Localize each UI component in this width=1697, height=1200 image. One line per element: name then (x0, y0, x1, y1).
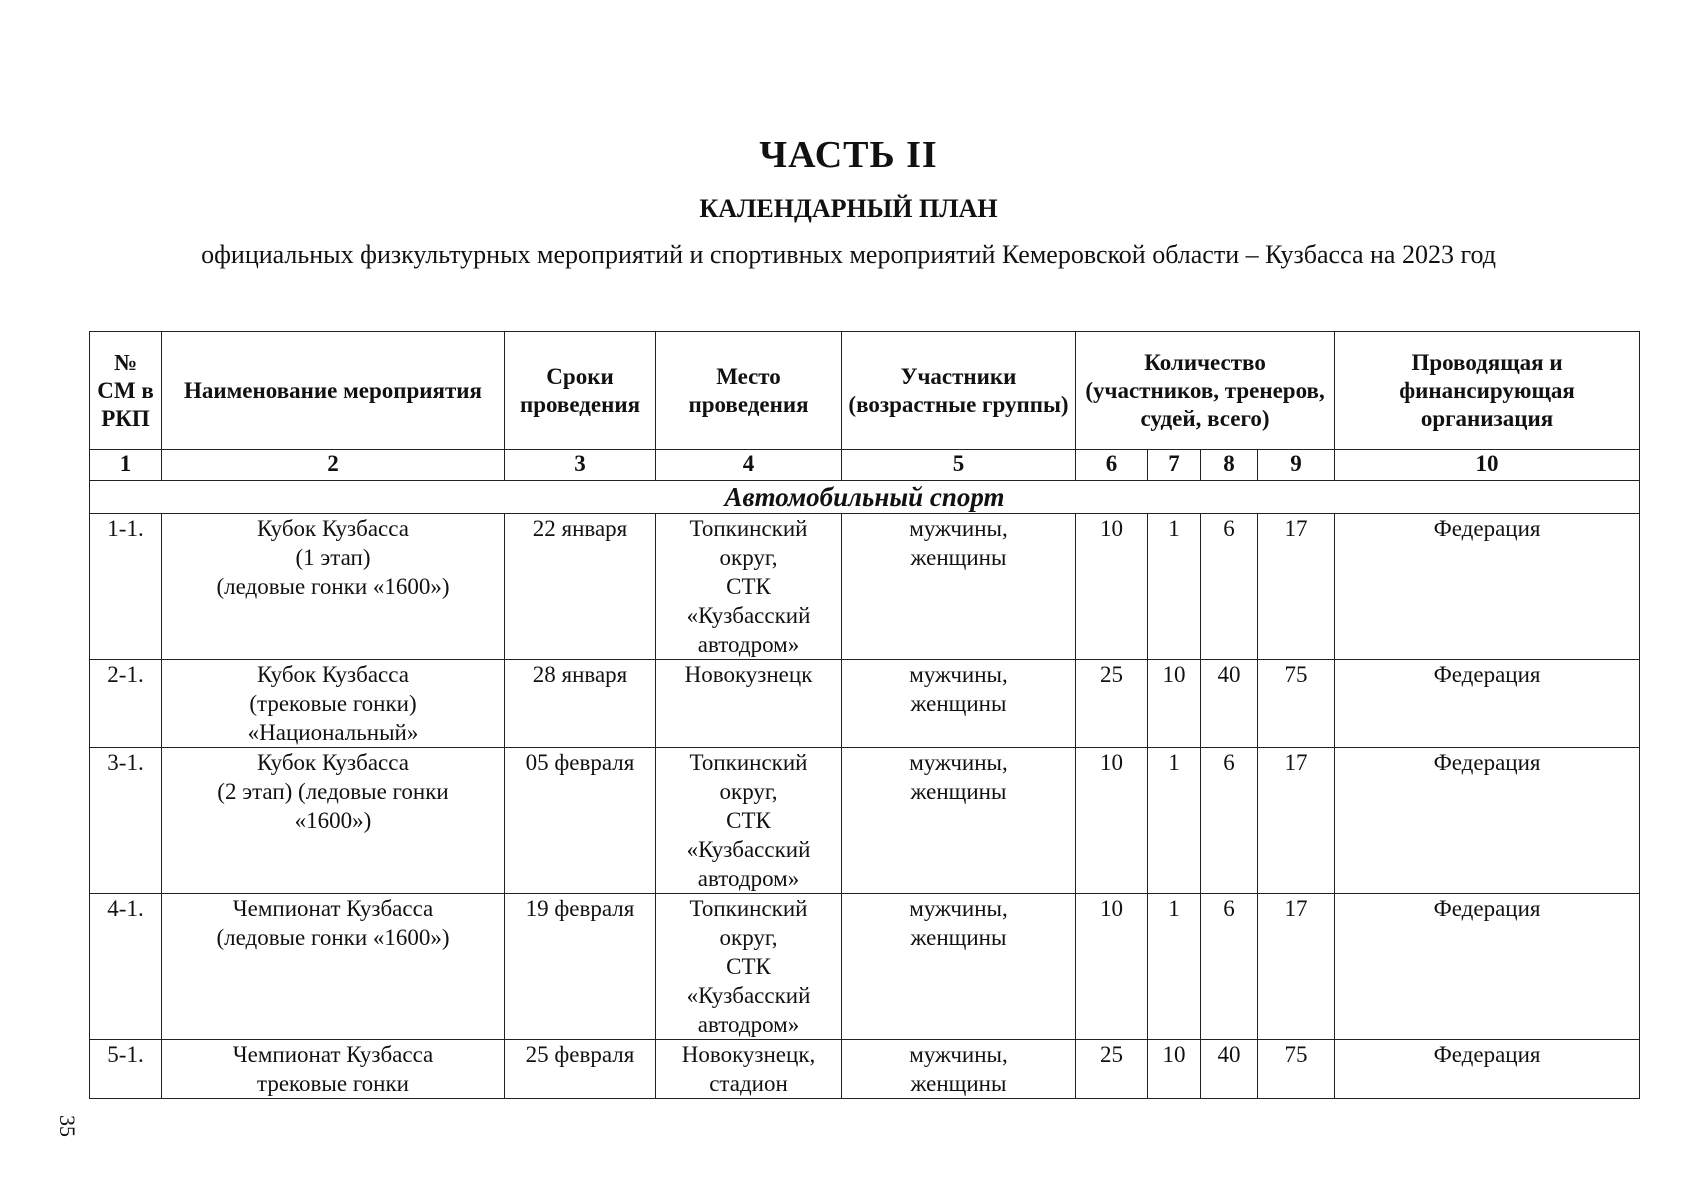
count-participants: 25 (1076, 1040, 1148, 1099)
organization: Федерация (1335, 894, 1640, 1040)
row-number: 2-1. (90, 660, 162, 748)
table-row (90, 748, 1640, 894)
event-venue (656, 660, 842, 748)
calendar-plan-table (89, 331, 1640, 1099)
cell-line: округ, (719, 545, 778, 570)
document-subtitle: КАЛЕНДАРНЫЙ ПЛАН (699, 194, 998, 223)
count-total: 17 (1258, 894, 1335, 1040)
event-participants (842, 894, 1076, 1040)
count-participants: 10 (1076, 514, 1148, 660)
column-number: 3 (505, 450, 656, 481)
cell-line: «1600») (294, 808, 372, 833)
cell-line: женщины (910, 691, 1007, 716)
count-judges: 40 (1201, 660, 1258, 748)
column-number: 10 (1335, 450, 1640, 481)
cell-line: СТК (726, 954, 771, 979)
cell-line: СТК (726, 808, 771, 833)
event-date: 05 февраля (505, 748, 656, 894)
column-number: 4 (656, 450, 842, 481)
column-number: 2 (162, 450, 505, 481)
cell-line: мужчины, (909, 1042, 1008, 1067)
cell-line: СТК (726, 574, 771, 599)
count-coaches: 1 (1148, 748, 1201, 894)
column-number: 1 (90, 450, 162, 481)
event-participants (842, 660, 1076, 748)
count-total: 75 (1258, 660, 1335, 748)
organization: Федерация (1335, 514, 1640, 660)
cell-line: женщины (910, 925, 1007, 950)
column-number-row (90, 450, 1640, 481)
column-number: 6 (1076, 450, 1148, 481)
organization: Федерация (1335, 660, 1640, 748)
cell-line: Кубок Кузбасса (257, 516, 409, 541)
cell-line: «Кузбасский (686, 837, 811, 862)
header-row (90, 332, 1640, 450)
count-coaches: 10 (1148, 660, 1201, 748)
cell-line: Новокузнецк (684, 662, 813, 687)
cell-line: трековые гонки (257, 1071, 409, 1096)
event-date: 25 февраля (505, 1040, 656, 1099)
cell-line: Топкинский (689, 516, 808, 541)
cell-line: мужчины, (909, 516, 1008, 541)
cell-line: «Кузбасский (686, 603, 811, 628)
cell-line: мужчины, (909, 662, 1008, 687)
event-venue (656, 894, 842, 1040)
cell-line: женщины (910, 1071, 1007, 1096)
event-date: 19 февраля (505, 894, 656, 1040)
count-judges: 6 (1201, 514, 1258, 660)
event-participants (842, 748, 1076, 894)
event-venue (656, 748, 842, 894)
header-organization: Проводящая и финансирующая организация (1335, 332, 1640, 450)
cell-line: женщины (910, 779, 1007, 804)
count-judges: 40 (1201, 1040, 1258, 1099)
event-name (162, 514, 505, 660)
cell-line: женщины (910, 545, 1007, 570)
count-participants: 25 (1076, 660, 1148, 748)
cell-line: округ, (719, 779, 778, 804)
organization: Федерация (1335, 748, 1640, 894)
header-event-name: Наименование мероприятия (162, 332, 505, 450)
cell-line: Кубок Кузбасса (257, 662, 409, 687)
cell-line: Топкинский (689, 750, 808, 775)
event-venue (656, 1040, 842, 1099)
organization: Федерация (1335, 1040, 1640, 1099)
count-judges: 6 (1201, 748, 1258, 894)
count-coaches: 1 (1148, 514, 1201, 660)
header-rkp-number: № СМ в РКП (90, 332, 162, 450)
cell-line: Топкинский (689, 896, 808, 921)
count-coaches: 1 (1148, 894, 1201, 1040)
count-total: 75 (1258, 1040, 1335, 1099)
event-name (162, 1040, 505, 1099)
document-description: официальных физкультурных мероприятий и спортивных мероприятий Кемеровской области – Кузбасса на 2023 год (201, 240, 1496, 269)
header-dates: Сроки проведения (505, 332, 656, 450)
row-number: 5-1. (90, 1040, 162, 1099)
cell-line: (трековые гонки) (249, 691, 417, 716)
cell-line: (2 этап) (ледовые гонки (217, 779, 449, 804)
row-number: 4-1. (90, 894, 162, 1040)
column-number: 7 (1148, 450, 1201, 481)
header-venue: Место проведения (656, 332, 842, 450)
row-number: 3-1. (90, 748, 162, 894)
event-date: 28 января (505, 660, 656, 748)
header-participants: Участники (возрастные группы) (842, 332, 1076, 450)
event-name (162, 660, 505, 748)
count-participants: 10 (1076, 894, 1148, 1040)
section-title: Автомобильный спорт (90, 481, 1640, 514)
event-venue (656, 514, 842, 660)
header-quantity: Количество (участников, тренеров, судей, всего) (1076, 332, 1335, 450)
cell-line: автодром» (697, 866, 800, 891)
cell-line: мужчины, (909, 896, 1008, 921)
cell-line: Чемпионат Кузбасса (232, 1042, 434, 1067)
page-number: 35 (55, 1115, 80, 1137)
event-date: 22 января (505, 514, 656, 660)
cell-line: «Кузбасский (686, 983, 811, 1008)
event-name (162, 894, 505, 1040)
table-row (90, 1040, 1640, 1099)
cell-line: Кубок Кузбасса (257, 750, 409, 775)
count-total: 17 (1258, 514, 1335, 660)
cell-line: округ, (719, 925, 778, 950)
column-number: 5 (842, 450, 1076, 481)
cell-line: автодром» (697, 1012, 800, 1037)
document-title: ЧАСТЬ II (759, 134, 938, 176)
event-participants (842, 514, 1076, 660)
cell-line: (ледовые гонки «1600») (216, 574, 450, 599)
cell-line: (1 этап) (295, 545, 371, 570)
count-coaches: 10 (1148, 1040, 1201, 1099)
cell-line: Чемпионат Кузбасса (232, 896, 434, 921)
event-participants (842, 1040, 1076, 1099)
cell-line: «Национальный» (247, 720, 419, 745)
row-number: 1-1. (90, 514, 162, 660)
event-name (162, 748, 505, 894)
cell-line: (ледовые гонки «1600») (216, 925, 450, 950)
section-row (90, 481, 1640, 514)
column-number: 9 (1258, 450, 1335, 481)
cell-line: Новокузнецк, (681, 1042, 816, 1067)
table-row (90, 894, 1640, 1040)
cell-line: стадион (709, 1071, 788, 1096)
table-row (90, 660, 1640, 748)
table-row (90, 514, 1640, 660)
count-total: 17 (1258, 748, 1335, 894)
count-judges: 6 (1201, 894, 1258, 1040)
cell-line: автодром» (697, 632, 800, 657)
count-participants: 10 (1076, 748, 1148, 894)
cell-line: мужчины, (909, 750, 1008, 775)
column-number: 8 (1201, 450, 1258, 481)
